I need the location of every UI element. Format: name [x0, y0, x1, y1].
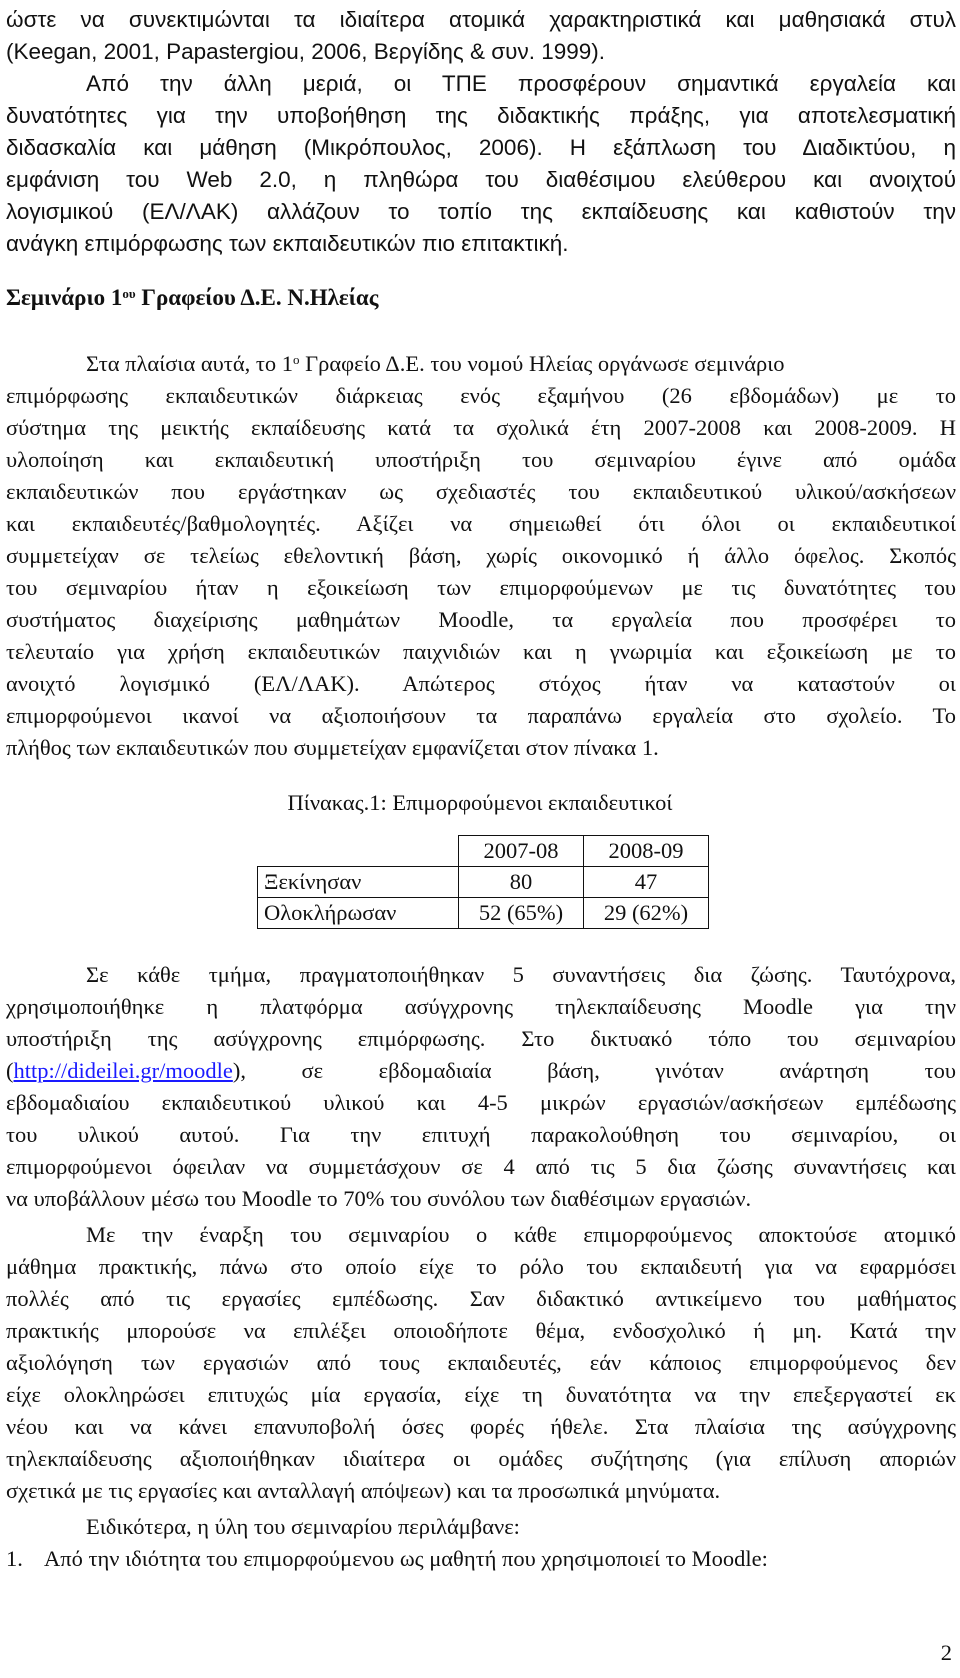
text-line: του σεμιναρίου ήταν η εξοικείωση των επιμορφούμενων με τις δυνατότητες του — [6, 575, 956, 600]
text-line: είχε ολοκληρώσει επιτυχώς μία εργασία, είχε τη δυνατότητα να την επεξεργαστεί εκ — [6, 1382, 956, 1407]
list-item-number: 1. — [6, 1546, 23, 1571]
text-line: χρησιμοποιήθηκε η πλατφόρμα ασύγχρονης τηλεκπαίδευσης Moodle για την — [6, 994, 956, 1019]
text-line: συστήματος διαχείρισης μαθημάτων Moodle, τα εργαλεία που προσφέρει το — [6, 607, 956, 632]
text-line: πλήθος των εκπαιδευτικών που συμμετείχαν εμφανίζεται στον πίνακα 1. — [6, 735, 659, 760]
text-line: του υλικού αυτού. Για την επιτυχή παρακολούθηση του σεμιναρίου, οι — [6, 1122, 956, 1147]
table-header-cell: 2007-08 — [459, 836, 584, 867]
text-line: λογισμικού (ΕΛ/ΛΑΚ) αλλάζουν το τοπίο της εκπαίδευσης και καθιστούν την — [6, 199, 956, 224]
text-line: μάθημα πρακτικής, πάνω στο οποίο είχε το ρόλο του εκπαιδευτή για να εφαρμόσει — [6, 1254, 956, 1279]
text-line: αξιολόγηση των εργασιών από τους εκπαιδευτές, εάν κάποιος επιμορφούμενος δεν — [6, 1350, 956, 1375]
moodle-link[interactable]: http://dideilei.gr/moodle — [13, 1058, 233, 1083]
text-line: Με την έναρξη του σεμιναρίου ο κάθε επιμορφούμενος αποκτούσε ατομικό — [86, 1222, 956, 1247]
table-header-cell: 2008-09 — [584, 836, 709, 867]
table-header-row — [258, 836, 709, 867]
text-line: (Keegan, 2001, Papastergiou, 2006, Βεργίδης & συν. 1999). — [6, 39, 605, 64]
table-cell: 29 (62%) — [584, 898, 709, 929]
table-cell: 52 (65%) — [459, 898, 584, 929]
page-number: 2 — [940, 1640, 952, 1665]
text-line: (http://dideilei.gr/moodle), σε εβδομαδιαία βάση, γινόταν ανάρτηση του — [6, 1058, 956, 1083]
text-line: υποστήριξη της ασύγχρονης επιμόρφωσης. Στο δικτυακό τόπο του σεμιναρίου — [6, 1026, 956, 1051]
text-line: Στα πλαίσια αυτά, το $1^o$ Γραφείο Δ.Ε. του νομού Ηλείας οργάνωσε σεμινάριο — [86, 351, 785, 376]
text-line: Από την άλλη μεριά, οι ΤΠΕ προσφέρουν σημαντικά εργαλεία και — [86, 71, 956, 96]
text-line: σύστημα της μεικτής εκπαίδευσης κατά τα σχολικά έτη 2007-2008 και 2008-2009. Η — [6, 415, 956, 440]
text-line: εβδομαδιαίου εκπαιδευτικού υλικού και 4-5 μικρών εργασιών/ασκήσεων εμπέδωσης — [6, 1090, 956, 1115]
text-line: σχετικά με τις εργασίες και ανταλλαγή απόψεων) και τα προσωπικά μηνύματα. — [6, 1478, 721, 1503]
text-line: επιμόρφωσης εκπαιδευτικών διάρκειας ενός εξαμήνου (26 εβδομάδων) με το — [6, 383, 956, 408]
section-heading: Σεμινάριο $1^{o\upsilon}$ Γραφείου Δ.Ε. Ν.Ηλείας — [6, 285, 379, 310]
text-line: εκπαιδευτικών που εργάστηκαν ως σχεδιαστές του εκπαιδευτικού υλικού/ασκήσεων — [6, 479, 956, 504]
text-line: Ειδικότερα, η ύλη του σεμιναρίου περιλάμβανε: — [86, 1514, 520, 1539]
text-line: διδασκαλία και μάθηση (Μικρόπουλος, 2006). Η εξάπλωση του Διαδικτύου, η — [6, 135, 956, 160]
list-item — [6, 1543, 956, 1575]
table-row — [258, 867, 709, 898]
text-line: συμμετείχαν σε τελείως εθελοντική βάση, χωρίς οικονομικό ή άλλο όφελος. Σκοπός — [6, 543, 956, 568]
table-cell: 80 — [459, 867, 584, 898]
text-line: εμφάνιση του Web 2.0, η πληθώρα του διαθέσιμου ελεύθερου και ανοιχτού — [6, 167, 956, 192]
text-line: ώστε να συνεκτιμώνται τα ιδιαίτερα ατομικά χαρακτηριστικά και μαθησιακά στυλ — [6, 7, 956, 32]
text-line: επιμορφούμενοι ικανοί να αξιοποιήσουν τα παραπάνω εργαλεία στο σχολείο. Το — [6, 703, 956, 728]
table-row-label: Ξεκίνησαν — [258, 867, 459, 898]
text-line: να υποβάλλουν μέσω του Moodle το 70% του συνόλου των διαθέσιμων εργασιών. — [6, 1186, 752, 1211]
text-line: υλοποίηση και εκπαιδευτική υποστήριξη του σεμιναρίου έγινε από ομάδα — [6, 447, 956, 472]
text-line: ανάγκη επιμόρφωσης των εκπαιδευτικών πιο επιτακτική. — [6, 231, 569, 256]
text-line: πολλές από τις εργασίες εμπέδωσης. Σαν διδακτικό αντικείμενο του μαθήματος — [6, 1286, 956, 1311]
text-line: δυνατότητες για την υποβοήθηση της διδακτικής πράξης, για αποτελεσματική — [6, 103, 956, 128]
text-line: τηλεκπαίδευσης αξιοποιήθηκαν ιδιαίτερα οι ομάδες συζήτησης (για επίλυση απoριών — [6, 1446, 956, 1471]
text-line: επιμορφούμενοι όφειλαν να συμμετάσχουν σε 4 από τις 5 δια ζώσης συναντήσεις και — [6, 1154, 956, 1179]
text-line: πρακτικής μπορούσε να επιλέξει οποιοδήποτε θέμα, ενδοσχολικό ή μη. Κατά την — [6, 1318, 956, 1343]
text-line: και εκπαιδευτές/βαθμολογητές. Αξίζει να σημειωθεί ότι όλοι οι εκπαιδευτικοί — [6, 511, 956, 536]
table-corner-cell — [258, 836, 459, 867]
table-cell: 47 — [584, 867, 709, 898]
list-item-text: Από την ιδιότητα του επιμορφούμενου ως μαθητή που χρησιμοποιεί το Moodle: — [44, 1546, 768, 1571]
text-line: ανοιχτό λογισμικό (ΕΛ/ΛΑΚ). Απώτερος στόχος ήταν να καταστούν οι — [6, 671, 956, 696]
text-line: Σε κάθε τμήμα, πραγματοποιήθηκαν 5 συναντήσεις δια ζώσης. Ταυτόχρονα, — [86, 962, 956, 987]
table-row-label: Ολοκλήρωσαν — [258, 898, 459, 929]
text-line: τελευταίο για χρήση εκπαιδευτικών παιχνιδιών και η γνωριμία και εξοικείωση με το — [6, 639, 956, 664]
table-row — [258, 898, 709, 929]
table-caption: Πίνακας.1: Επιμορφούμενοι εκπαιδευτικοί — [287, 790, 673, 815]
text-line: νέου και να κάνει επανυποβολή όσες φορές ήθελε. Στα πλαίσια της ασύγχρονης — [6, 1414, 956, 1439]
participants-table — [257, 835, 709, 929]
